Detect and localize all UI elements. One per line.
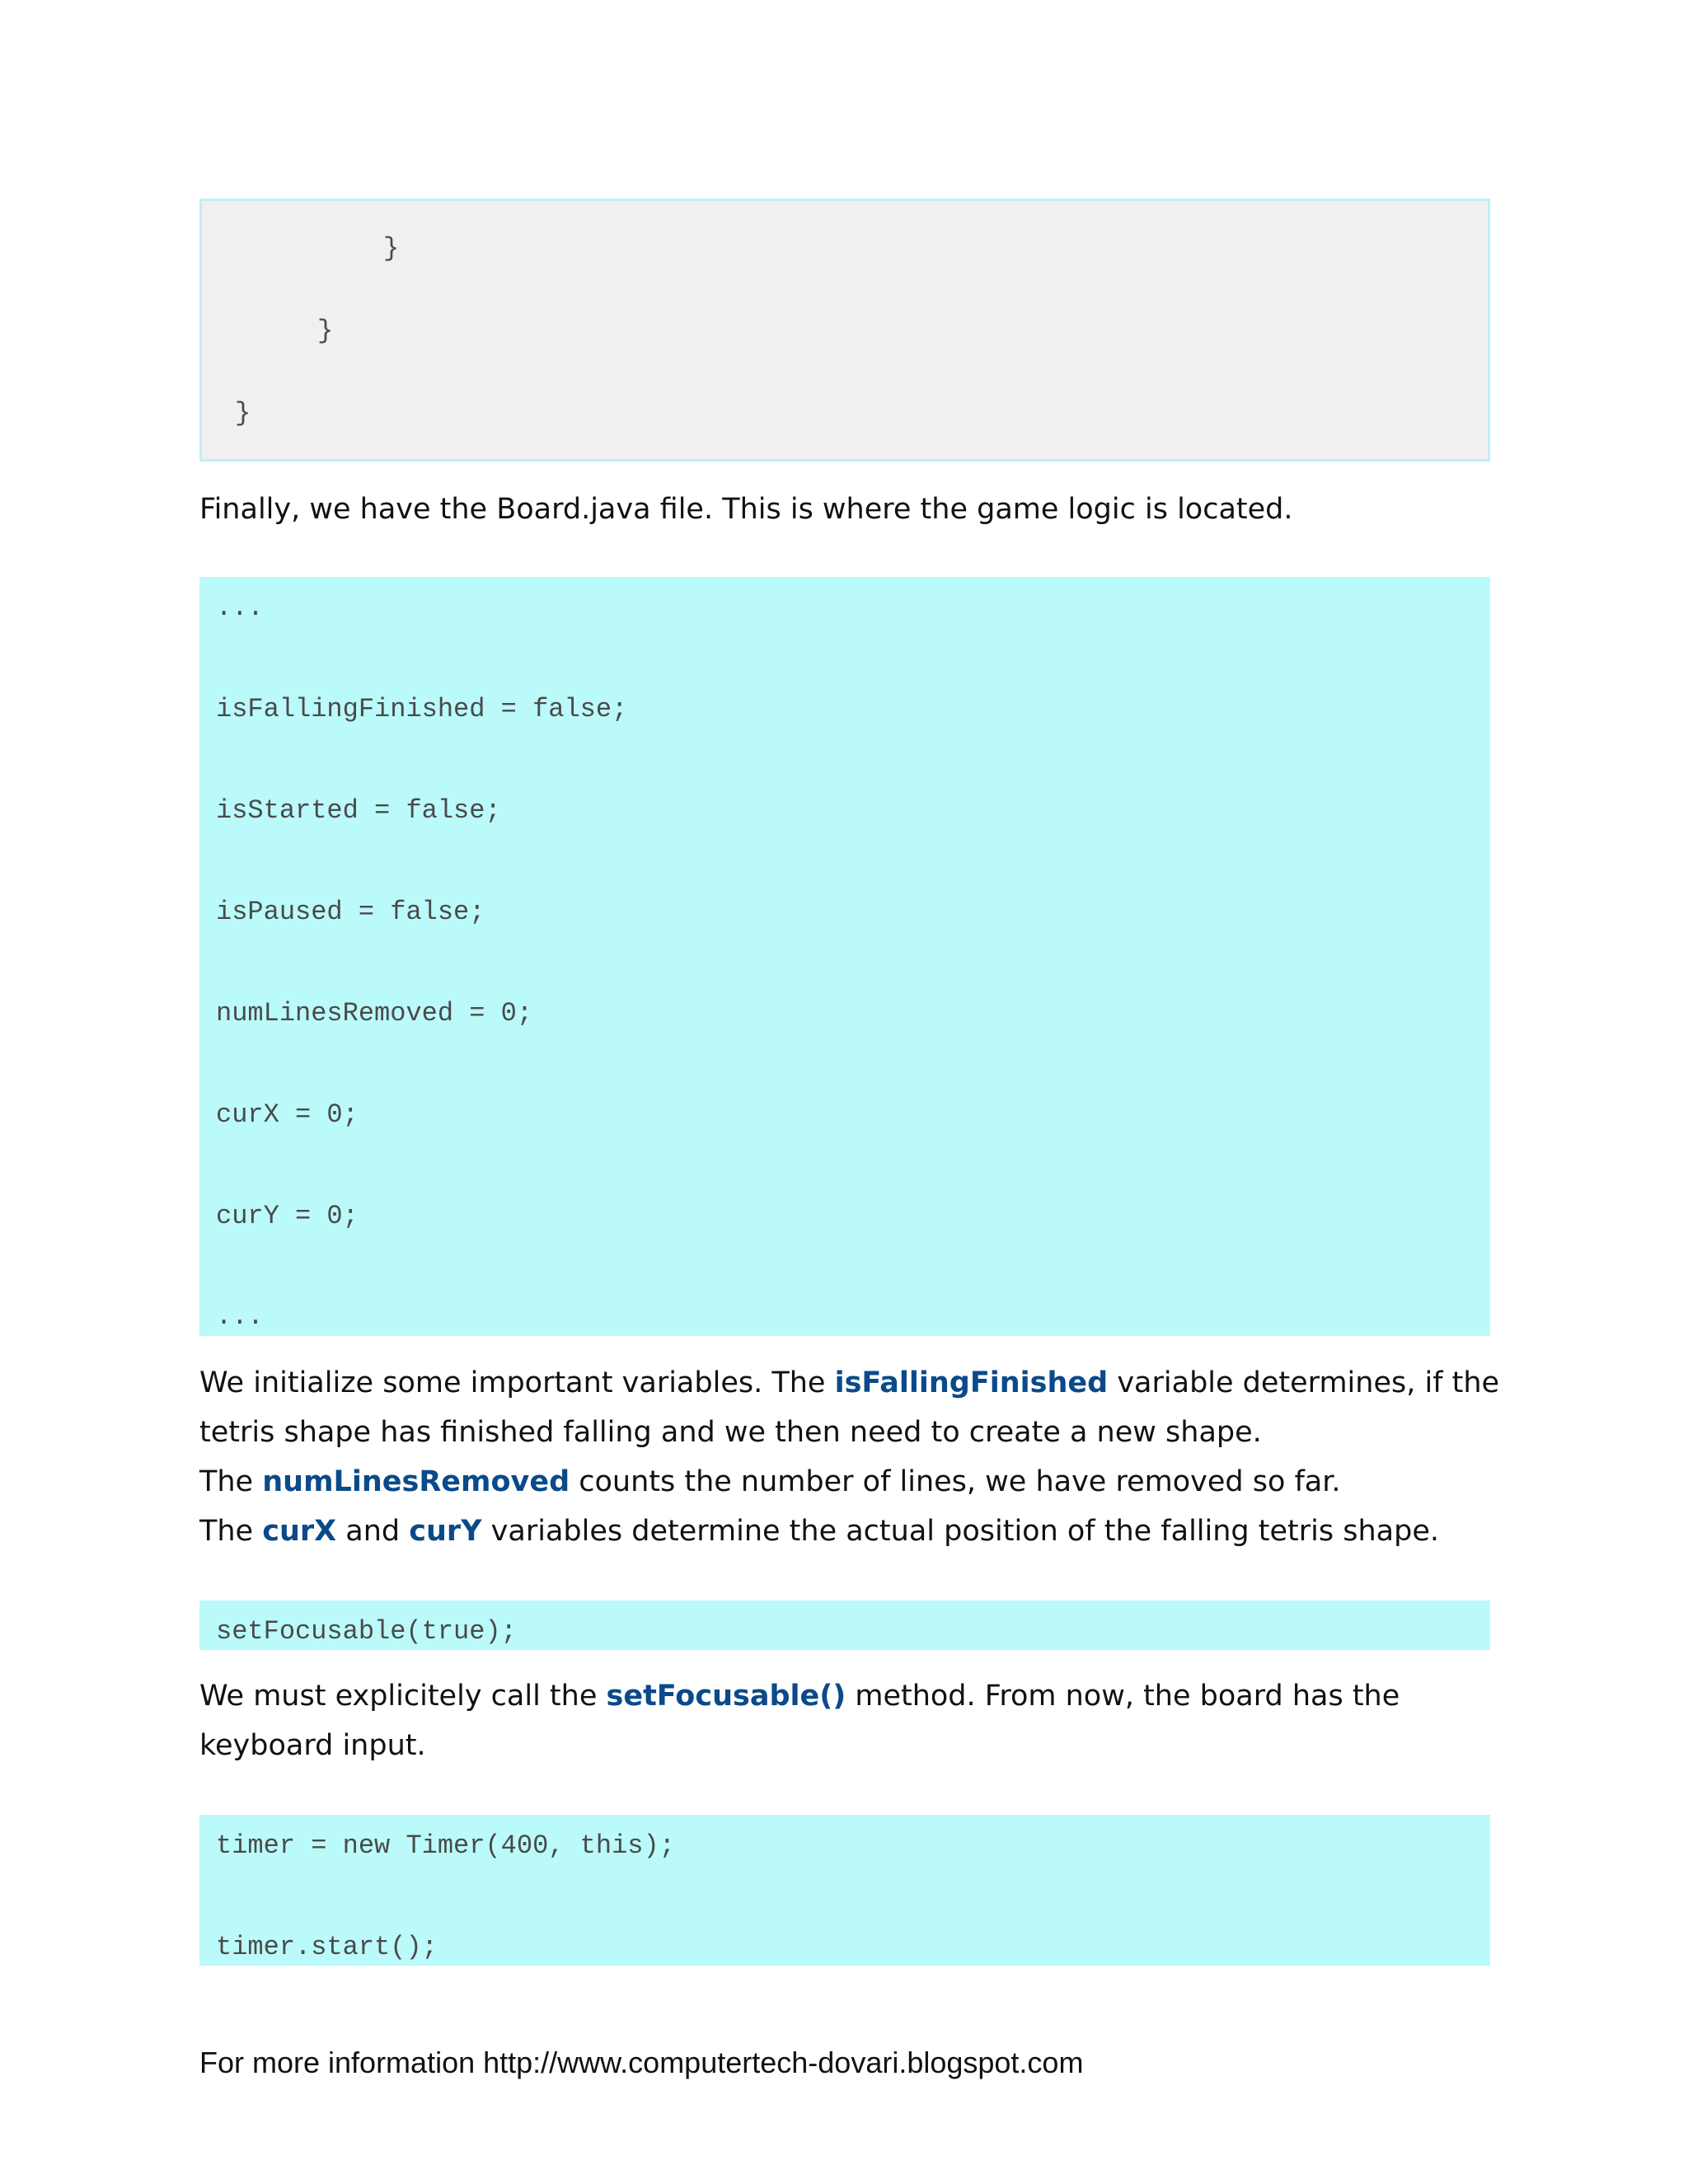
code-line: curY = 0; bbox=[216, 1201, 359, 1231]
keyword-numLinesRemoved: numLinesRemoved bbox=[262, 1465, 570, 1498]
paragraph-focus-line-2: keyboard input. bbox=[199, 1729, 426, 1762]
keyword-curX: curX bbox=[262, 1515, 337, 1548]
footer-more-info: For more information http://www.computertech-dovari.blogspot.com bbox=[199, 2046, 1084, 2079]
code-line: setFocusable(true); bbox=[216, 1616, 517, 1647]
paragraph-vars-line-1: We initialize some important variables. The isFallingFinished variable determines, if the bbox=[199, 1366, 1500, 1399]
code-line: curX = 0; bbox=[216, 1099, 359, 1130]
keyword-curY: curY bbox=[409, 1515, 482, 1548]
keyword-isFallingFinished: isFallingFinished bbox=[834, 1366, 1109, 1399]
code-block-setfocusable bbox=[199, 1601, 1490, 1650]
code-line: } bbox=[235, 398, 251, 429]
paragraph-focus-line-1: We must explicitely call the setFocusable() method. From now, the board has the bbox=[199, 1680, 1400, 1713]
paragraph-board-intro: Finally, we have the Board.java file. This is where the game logic is located. bbox=[199, 493, 1293, 526]
code-block-closing-braces bbox=[199, 199, 1490, 462]
paragraph-vars-line-2: tetris shape has finished falling and we then need to create a new shape. bbox=[199, 1416, 1262, 1449]
code-line: numLinesRemoved = 0; bbox=[216, 998, 533, 1029]
code-line: ... bbox=[216, 1301, 264, 1332]
code-block-variables bbox=[199, 577, 1490, 1336]
code-line: } bbox=[383, 233, 400, 264]
paragraph-vars-line-3: The numLinesRemoved counts the number of lines, we have removed so far. bbox=[199, 1465, 1341, 1498]
keyword-setFocusable: setFocusable() bbox=[606, 1680, 846, 1713]
code-block-timer bbox=[199, 1815, 1490, 1966]
code-line: timer = new Timer(400, this); bbox=[216, 1830, 675, 1861]
paragraph-vars-line-4: The curX and curY variables determine the actual position of the falling tetris shape. bbox=[199, 1515, 1439, 1548]
code-line: } bbox=[317, 316, 334, 346]
code-line: isFallingFinished = false; bbox=[216, 694, 628, 724]
code-line: timer.start(); bbox=[216, 1932, 438, 1962]
code-line: ... bbox=[216, 593, 264, 623]
code-line: isStarted = false; bbox=[216, 795, 501, 826]
code-line: isPaused = false; bbox=[216, 897, 485, 927]
